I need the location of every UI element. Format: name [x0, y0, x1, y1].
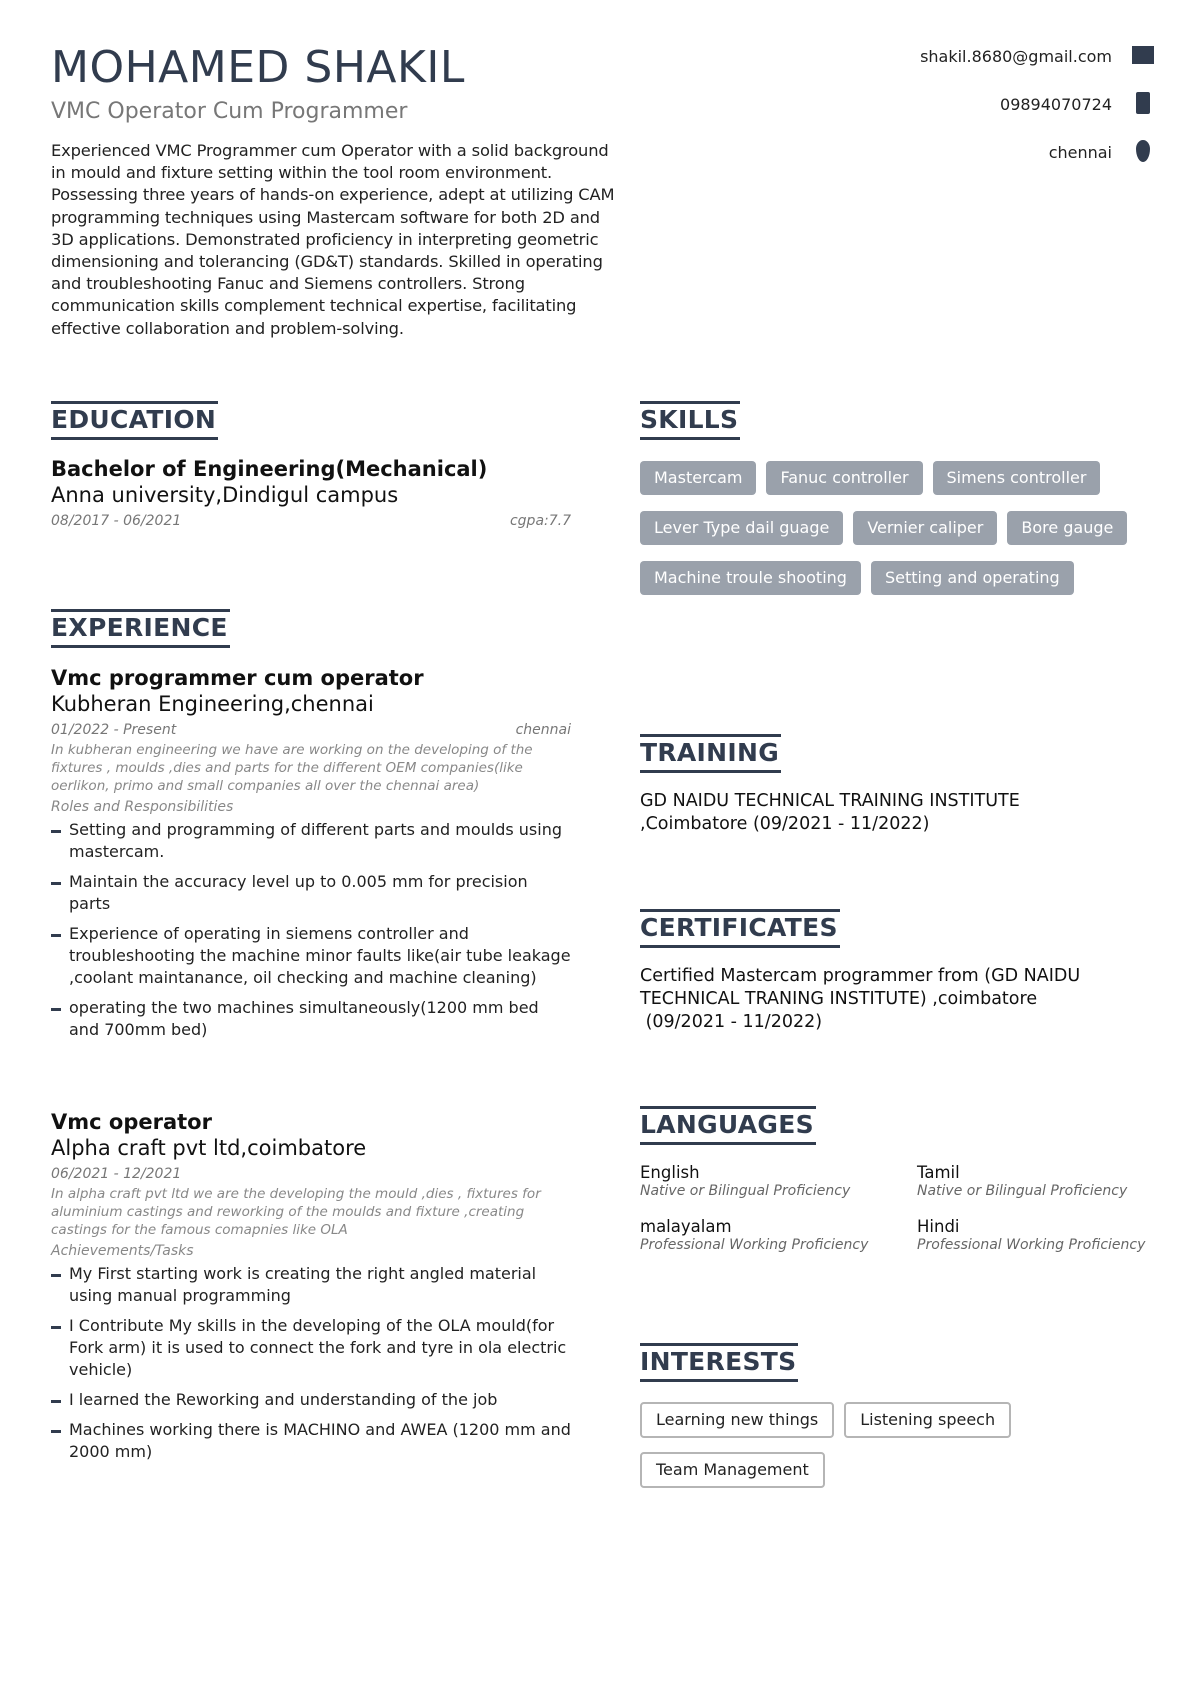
job-sublabel: Roles and Responsibilities	[51, 799, 234, 815]
certificate-line: (09/2021 - 11/2022)	[640, 1012, 823, 1032]
location-pin-icon	[1132, 140, 1154, 162]
education-meta	[51, 513, 571, 529]
job-role: Vmc operator	[51, 1110, 212, 1134]
education-degree: Bachelor of Engineering(Mechanical)	[51, 457, 488, 481]
job-bullets	[51, 819, 571, 1041]
experience-entry-1	[51, 666, 571, 1049]
education-heading: EDUCATION	[51, 401, 218, 440]
job-dates: 01/2022 - Present	[51, 722, 177, 738]
skill-chip: Vernier caliper	[853, 511, 997, 545]
candidate-name: MOHAMED SHAKIL	[51, 42, 465, 93]
certificate-line: TECHNICAL TRANING INSTITUTE) ,coimbatore	[640, 989, 1038, 1009]
languages-list	[640, 1163, 1160, 1253]
job-title: VMC Operator Cum Programmer	[51, 99, 408, 124]
language-level: Professional Working Proficiency	[917, 1237, 1146, 1253]
list-item: I learned the Reworking and understanding of the job	[51, 1389, 571, 1411]
job-location: chennai	[515, 722, 571, 738]
interest-chip: Learning new things	[640, 1402, 834, 1438]
education-school: Anna university,Dindigul campus	[51, 483, 399, 507]
language-level: Native or Bilingual Proficiency	[640, 1183, 851, 1199]
experience-entry-2	[51, 1110, 571, 1471]
mail-icon	[1132, 44, 1154, 66]
certificates-heading: CERTIFICATES	[640, 909, 840, 948]
skill-chip: Setting and operating	[871, 561, 1074, 595]
profile-summary: Experienced VMC Programmer cum Operator with a solid background in mould and fixture setting within the tool room environment. Possessing three years of hands-on experience, adept at utilizing CAM programming techniques using Mastercam software for both 2D and 3D applications. Demonstrated proficiency in interpreting geometric dimensioning and tolerancing (GD&T) standards. Skilled in operating and troubleshooting Fanuc and Siemens controllers. Strong communication skills complement technical expertise, facilitating effective collaboration and problem-solving.	[51, 141, 615, 338]
skill-chip: Lever Type dail guage	[640, 511, 843, 545]
phone-text: 09894070724	[1000, 95, 1112, 114]
interest-chip: Listening speech	[844, 1402, 1011, 1438]
job-description: In alpha craft pvt ltd we are the developing the mould ,dies , fixtures for aluminium castings and reworking of the moulds and fixture ,creating castings for the famous comapnies like OLA	[51, 1186, 541, 1238]
skill-chip: Machine troule shooting	[640, 561, 861, 595]
skill-chip: Bore gauge	[1007, 511, 1127, 545]
contact-email	[824, 44, 1154, 92]
education-dates: 08/2017 - 06/2021	[51, 513, 182, 529]
skill-chip: Simens controller	[933, 461, 1101, 495]
location-text: chennai	[1048, 143, 1112, 162]
training-heading: TRAINING	[640, 734, 781, 773]
list-item: Machines working there is MACHINO and AWEA (1200 mm and 2000 mm)	[51, 1419, 571, 1463]
job-bullets	[51, 1263, 571, 1463]
training-entry	[640, 790, 1160, 836]
contact-location	[824, 140, 1154, 188]
interests-list	[640, 1402, 1160, 1488]
job-sublabel: Achievements/Tasks	[51, 1243, 194, 1259]
contact-phone	[824, 92, 1154, 140]
list-item: Setting and programming of different parts and moulds using mastercam.	[51, 819, 571, 863]
training-line: ,Coimbatore (09/2021 - 11/2022)	[640, 814, 930, 834]
interest-chip: Team Management	[640, 1452, 825, 1488]
contact-block	[824, 44, 1154, 188]
list-item: My First starting work is creating the right angled material using manual programming	[51, 1263, 571, 1307]
skill-chip: Mastercam	[640, 461, 756, 495]
skills-list	[640, 461, 1160, 595]
language-item	[640, 1163, 917, 1199]
job-dates: 06/2021 - 12/2021	[51, 1166, 182, 1182]
language-name: Hindi	[917, 1217, 960, 1236]
skills-heading: SKILLS	[640, 401, 740, 440]
list-item: Experience of operating in siemens controller and troubleshooting the machine minor faults like(air tube leakage ,coolant maintanance, oil checking and machine cleaning)	[51, 923, 571, 989]
job-company: Alpha craft pvt ltd,coimbatore	[51, 1136, 367, 1160]
interests-heading: INTERESTS	[640, 1343, 798, 1382]
language-item	[917, 1163, 1177, 1199]
job-role: Vmc programmer cum operator	[51, 666, 424, 690]
list-item: Maintain the accuracy level up to 0.005 mm for precision parts	[51, 871, 571, 915]
language-level: Native or Bilingual Proficiency	[917, 1183, 1128, 1199]
email-text[interactable]: shakil.8680@gmail.com	[920, 47, 1112, 66]
skill-chip: Fanuc controller	[766, 461, 922, 495]
job-meta	[51, 1166, 571, 1182]
language-name: Tamil	[917, 1163, 960, 1182]
certificate-entry	[640, 965, 1160, 1034]
education-grade: cgpa:7.7	[509, 513, 571, 529]
certificate-line: Certified Mastercam programmer from (GD NAIDU	[640, 966, 1081, 986]
language-item	[640, 1217, 917, 1253]
list-item: I Contribute My skills in the developing of the OLA mould(for Fork arm) it is used to connect the fork and tyre in ola electric vehicle)	[51, 1315, 571, 1381]
languages-heading: LANGUAGES	[640, 1106, 816, 1145]
list-item: operating the two machines simultaneously(1200 mm bed and 700mm bed)	[51, 997, 571, 1041]
job-meta	[51, 722, 571, 738]
job-company: Kubheran Engineering,chennai	[51, 692, 374, 716]
language-name: English	[640, 1163, 700, 1182]
phone-icon	[1132, 92, 1154, 114]
experience-heading: EXPERIENCE	[51, 609, 230, 648]
training-line: GD NAIDU TECHNICAL TRAINING INSTITUTE	[640, 791, 1020, 811]
job-description: In kubheran engineering we have are working on the developing of the fixtures , moulds ,dies and parts for the different OEM companies(like oerlikon, primo and small companies all over the chennai area)	[51, 742, 533, 794]
language-name: malayalam	[640, 1217, 732, 1236]
language-level: Professional Working Proficiency	[640, 1237, 869, 1253]
education-entry	[51, 457, 571, 529]
language-item	[917, 1217, 1177, 1253]
